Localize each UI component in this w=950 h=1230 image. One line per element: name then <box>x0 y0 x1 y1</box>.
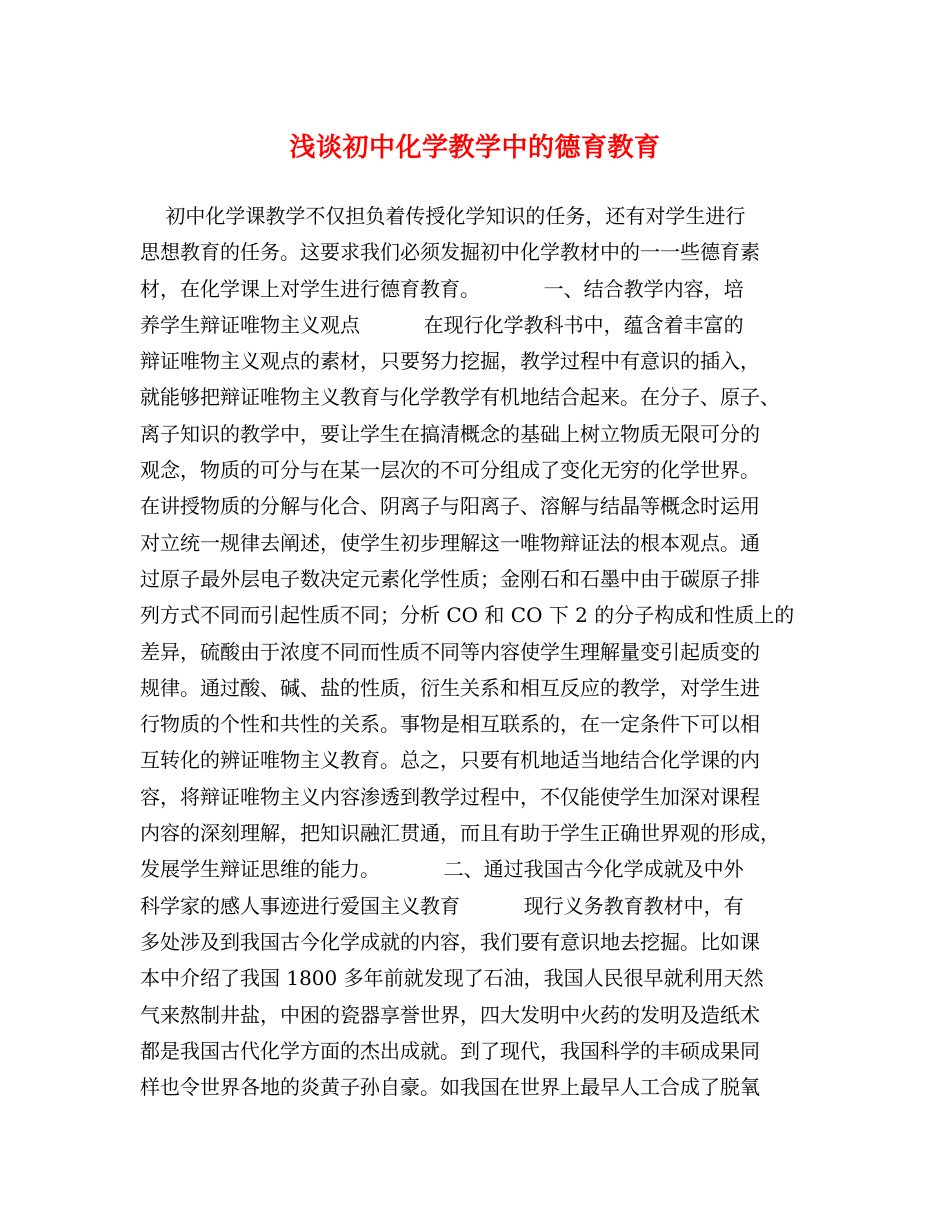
body-line-text: 初中化学课教学不仅担负着传授化学知识的任务，还有对学生进行 <box>140 204 746 228</box>
body-line <box>140 416 840 452</box>
body-line <box>140 634 840 670</box>
body-line-text: 差异，硫酸由于浓度不同而性质不同等内容使学生理解量变引起质变的 <box>140 639 760 664</box>
body-line-text: 就能够把辩证唯物主义教育与化学教学有机地结合起来。在分子、原子、 <box>140 385 780 410</box>
body-line-text: 本中介绍了我国 1800 多年前就发现了石油，我国人民很早就利用天然 <box>140 966 764 991</box>
body-line <box>140 924 840 960</box>
body-line <box>140 960 840 996</box>
body-line-text: 容，将辩证唯物主义内容渗透到教学过程中，不仅能使学生加深对课程 <box>140 784 760 809</box>
body-line <box>140 597 840 633</box>
document-title: 浅谈初中化学教学中的德育教育 <box>289 133 661 163</box>
body-line-text: 材，在化学课上对学生进行德育教育。 一、结合教学内容，培 <box>140 276 744 301</box>
body-line-text: 规律。通过酸、碱、盐的性质，衍生关系和相互反应的教学，对学生进 <box>140 675 760 700</box>
body-line-text: 思想教育的任务。这要求我们必须发掘初中化学教材中的一一些德育素 <box>140 240 760 265</box>
body-line-text: 养学生辩证唯物主义观点 在现行化学教科书中，蕴含着丰富的 <box>140 312 744 337</box>
body-line <box>140 670 840 706</box>
body-line <box>140 851 840 887</box>
body-line-text: 发展学生辩证思维的能力。 二、通过我国古今化学成就及中外 <box>140 857 744 882</box>
body-line-text: 互转化的辨证唯物主义教育。总之，只要有机地适当地结合化学课的内 <box>140 748 760 773</box>
body-line-text: 过原子最外层电子数决定元素化学性质；金刚石和石墨中由于碳原子排 <box>140 566 760 591</box>
body-line <box>140 815 840 851</box>
body-line-text: 科学家的感人事迹进行爱国主义教育 现行义务教育教材中，有 <box>140 893 744 918</box>
body-line <box>140 706 840 742</box>
body-line-text: 样也令世界各地的炎黄子孙自豪。如我国在世界上最早人工合成了脱氧 <box>140 1075 760 1100</box>
document-body <box>140 198 840 1105</box>
body-line-text: 内容的深刻理解，把知识融汇贯通，而且有助于学生正确世界观的形成， <box>140 821 780 846</box>
body-line-text: 对立统一规律去阐述，使学生初步理解这一唯物辩证法的根本观点。通 <box>140 530 760 555</box>
body-line <box>140 379 840 415</box>
body-line-text: 观念，物质的可分与在某一层次的不可分组成了变化无穷的化学世界。 <box>140 458 760 483</box>
body-line <box>140 997 840 1033</box>
body-line <box>140 742 840 778</box>
body-line <box>140 779 840 815</box>
body-line-text: 在讲授物质的分解与化合、阴离子与阳离子、溶解与结晶等概念时运用 <box>140 494 760 519</box>
body-line <box>140 561 840 597</box>
body-line <box>140 271 840 307</box>
body-line <box>140 307 840 343</box>
body-line-text: 多处涉及到我国古今化学成就的内容，我们要有意识地去挖掘。比如课 <box>140 929 760 954</box>
body-line-text: 气来熬制井盐，中困的瓷器享誉世界，四大发明中火药的发明及造纸术 <box>140 1002 760 1027</box>
body-line <box>140 888 840 924</box>
body-line-text: 都是我国古代化学方面的杰出成就。到了现代，我国科学的丰硕成果同 <box>140 1038 760 1063</box>
body-line-text: 离子知识的教学中，要让学生在搞清概念的基础上树立物质无限可分的 <box>140 421 760 446</box>
body-line <box>140 234 840 270</box>
body-line <box>140 525 840 561</box>
body-line <box>140 1069 840 1105</box>
body-line <box>140 198 840 234</box>
body-line <box>140 1033 840 1069</box>
body-line-text: 行物质的个性和共性的关系。事物是相互联系的，在一定条件下可以相 <box>140 712 760 737</box>
body-line <box>140 488 840 524</box>
body-line-text: 辩证唯物主义观点的素材，只要努力挖掘，教学过程中有意识的插入， <box>140 349 760 374</box>
body-line <box>140 343 840 379</box>
body-line <box>140 452 840 488</box>
body-line-text: 列方式不同而引起性质不同；分析 CO 和 CO 下 2 的分子构成和性质上的 <box>140 603 795 628</box>
